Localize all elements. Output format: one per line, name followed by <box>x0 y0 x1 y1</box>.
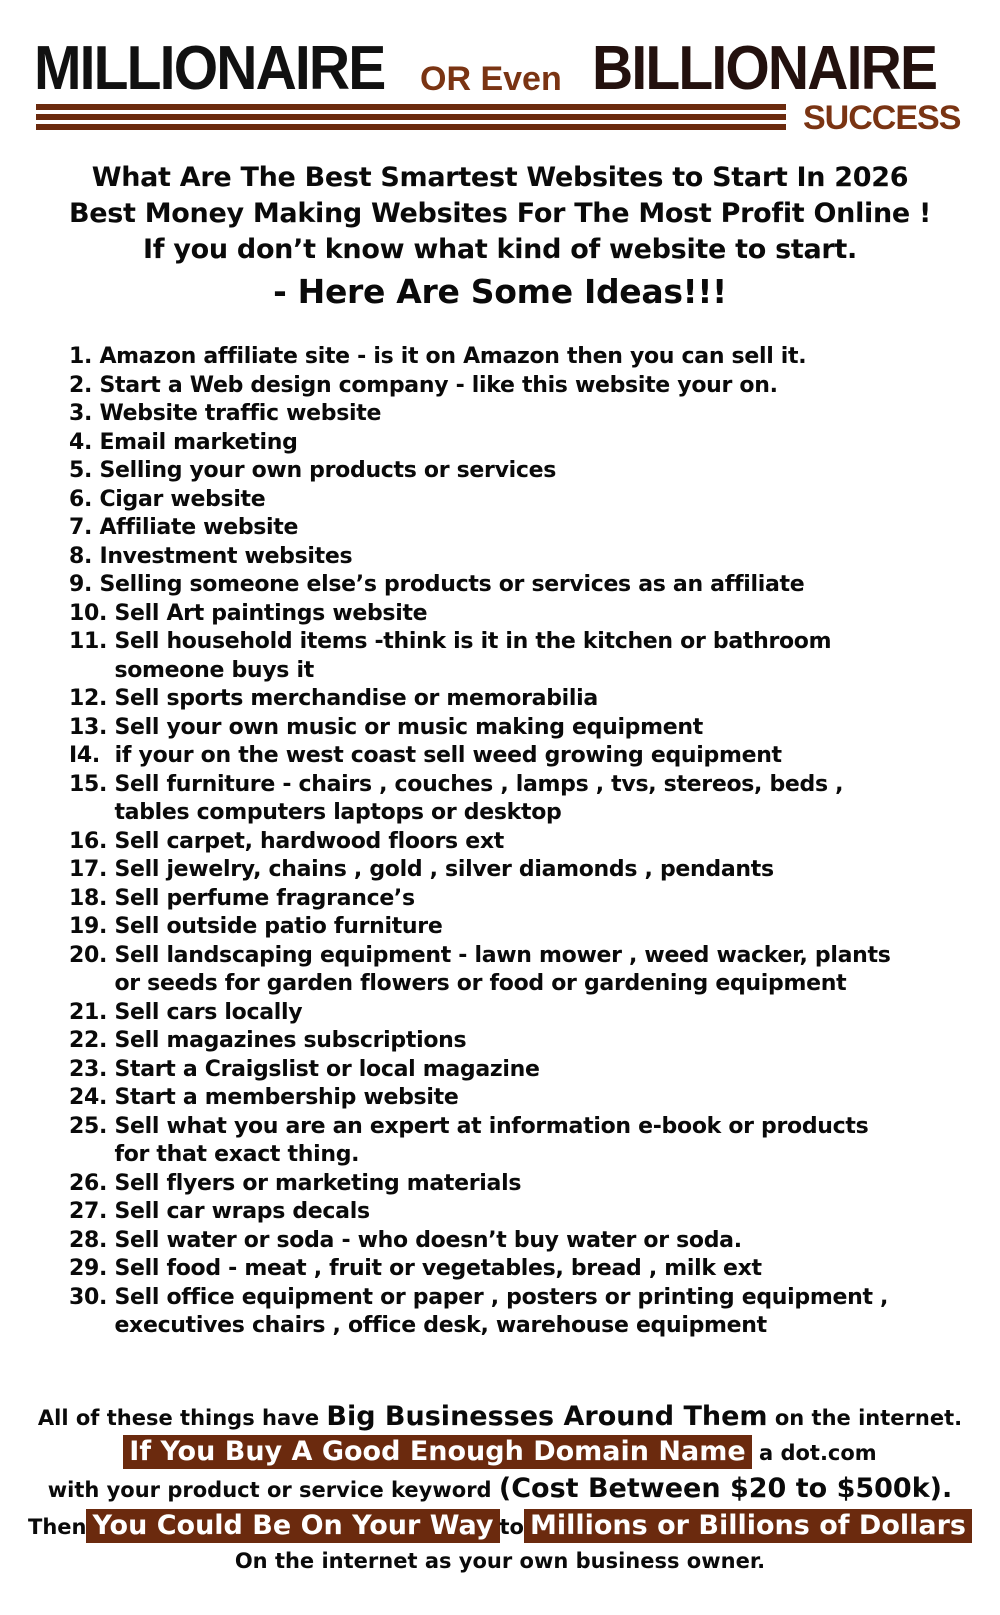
idea-number: 20. <box>69 942 115 968</box>
idea-text-line: Selling your own products or services <box>99 458 557 483</box>
idea-text-line: Sell furniture - chairs , couches , lamps , tvs, stereos, beds , <box>114 771 844 797</box>
idea-list-item <box>69 1113 969 1170</box>
footer-row-2 <box>0 1435 1000 1471</box>
idea-number: 16. <box>69 828 115 854</box>
idea-text-line: Sell food - meat , fruit or vegetables, bread , milk ext <box>114 1256 762 1281</box>
idea-list-item <box>69 856 969 885</box>
idea-text <box>99 543 969 572</box>
idea-number: 12. <box>69 686 115 711</box>
footer-text: to <box>499 1515 524 1539</box>
logo-word-billionaire: BILLIONAIRE <box>592 34 937 103</box>
headline-line-4: - Here Are Some Ideas!!! <box>273 272 727 311</box>
idea-text-line: Sell perfume fragrance’s <box>114 885 415 911</box>
idea-number: 21. <box>69 999 115 1025</box>
idea-list-item <box>69 1056 969 1085</box>
highlight-domain-name: If You Buy A Good Enough Domain Name <box>123 1435 751 1469</box>
idea-text-line: Sell what you are an expert at information e-book or products <box>114 1113 869 1139</box>
idea-text <box>99 400 969 429</box>
idea-text <box>99 514 969 543</box>
idea-text <box>114 685 969 714</box>
idea-text <box>114 1284 969 1341</box>
idea-list-item <box>69 1170 969 1199</box>
idea-text-line: Sell your own music or music making equipment <box>114 714 703 740</box>
idea-list-item <box>69 1027 969 1056</box>
idea-text-line: Sell flyers or marketing materials <box>114 1170 522 1196</box>
idea-text-line: Affiliate website <box>99 515 299 540</box>
idea-text-line: Email marketing <box>99 429 298 455</box>
idea-number: 11. <box>69 629 115 654</box>
idea-list-item <box>69 1198 969 1227</box>
idea-list-item <box>69 543 969 572</box>
idea-text-line: Sell carpet, hardwood floors ext <box>114 828 504 854</box>
logo-tagline: SUCCESS <box>803 99 961 137</box>
idea-text <box>99 429 969 458</box>
idea-number: 4. <box>69 429 100 455</box>
footer-text: with your product or service keyword <box>47 1478 499 1502</box>
idea-number: 1. <box>69 344 100 369</box>
footer-row-3 <box>0 1471 1000 1508</box>
idea-text <box>115 742 969 771</box>
idea-text-continuation: someone buys it <box>114 657 314 683</box>
idea-text <box>114 913 969 942</box>
idea-list-item <box>69 628 969 685</box>
highlight-millions-billions: Millions or Billions of Dollars <box>524 1509 972 1543</box>
idea-list-item <box>69 1227 969 1256</box>
idea-text <box>114 885 969 914</box>
idea-text <box>114 1113 969 1170</box>
idea-text-line: Selling someone else’s products or services as an affiliate <box>99 572 805 597</box>
idea-text <box>114 1170 969 1199</box>
idea-text <box>99 343 969 372</box>
idea-number: 10. <box>69 600 115 626</box>
idea-list-item <box>69 372 969 401</box>
idea-text-line: if your on the west coast sell weed growing equipment <box>114 743 782 768</box>
idea-list-item <box>69 942 969 999</box>
idea-text-line: Start a Web design company - like this website your on. <box>99 372 778 398</box>
decorative-stripe <box>36 104 786 110</box>
idea-text-line: Amazon affiliate site - is it on Amazon then you can sell it. <box>99 344 807 369</box>
highlight-on-your-way: You Could Be On Your Way <box>86 1509 499 1543</box>
brand-header <box>0 0 1000 150</box>
idea-number: 6. <box>69 486 100 512</box>
ideas-list <box>69 343 969 1341</box>
headline-line-3: If you don’t know what kind of website to start. <box>143 234 857 265</box>
idea-list-item <box>69 913 969 942</box>
idea-number: 17. <box>69 857 115 882</box>
idea-text-line: Sell cars locally <box>114 999 303 1025</box>
idea-number: 25. <box>69 1113 115 1139</box>
idea-number: 22. <box>69 1028 115 1053</box>
footer-text: Then <box>28 1515 87 1539</box>
idea-text-line: Sell car wraps decals <box>114 1199 370 1224</box>
idea-number: 18. <box>69 885 115 911</box>
idea-number: 27. <box>69 1199 115 1224</box>
footer-text: a dot.com <box>751 1441 877 1465</box>
idea-list-item <box>69 571 969 600</box>
idea-text <box>114 628 969 685</box>
idea-text <box>99 457 969 486</box>
idea-text-line: Start a Craigslist or local magazine <box>114 1056 540 1082</box>
idea-list-item <box>69 514 969 543</box>
idea-text-line: Website traffic website <box>99 401 382 426</box>
idea-number: 15. <box>69 771 115 797</box>
idea-text <box>114 1084 969 1113</box>
idea-number: 2. <box>69 372 100 398</box>
idea-text <box>99 571 969 600</box>
footer-text: All of these things have <box>37 1406 327 1430</box>
idea-text <box>114 771 969 828</box>
idea-text <box>114 1227 969 1256</box>
idea-number: 13. <box>69 714 115 740</box>
headline-line-2: Best Money Making Websites For The Most Profit Online ! <box>68 198 932 229</box>
idea-text <box>114 600 969 629</box>
footer-row-5: On the internet as your own business owner. <box>234 1549 766 1573</box>
idea-text-line: Sell household items -think is it in the kitchen or bathroom <box>114 629 832 654</box>
idea-text <box>114 1027 969 1056</box>
idea-number: 5. <box>69 458 100 483</box>
idea-text-line: Start a membership website <box>114 1085 459 1110</box>
idea-list-item <box>69 771 969 828</box>
idea-text <box>99 372 969 401</box>
idea-number: 7. <box>69 515 100 540</box>
footer-cost-emphasis: (Cost Between $20 to $500k). <box>498 1473 953 1504</box>
idea-text-line: Sell landscaping equipment - lawn mower , weed wacker, plants <box>114 942 891 968</box>
idea-text <box>114 999 969 1028</box>
idea-text-line: Investment websites <box>99 543 353 569</box>
idea-text <box>114 1198 969 1227</box>
idea-number: 8. <box>69 543 100 569</box>
idea-text-line: Sell Art paintings website <box>114 600 428 626</box>
idea-text-continuation: tables computers laptops or desktop <box>114 800 562 825</box>
idea-number: 30. <box>69 1284 115 1310</box>
headline-line-1: What Are The Best Smartest Websites to Start In 2026 <box>91 162 909 193</box>
idea-text <box>114 856 969 885</box>
idea-list-item <box>69 1084 969 1113</box>
idea-text-continuation: executives chairs , office desk, warehouse equipment <box>114 1313 767 1338</box>
idea-text <box>114 1255 969 1284</box>
idea-number: 19. <box>69 914 115 939</box>
idea-text-continuation: or seeds for garden flowers or food or gardening equipment <box>114 971 847 996</box>
idea-list-item <box>69 429 969 458</box>
logo-connector: OR Even <box>420 60 562 98</box>
footer-text: on the internet. <box>767 1406 963 1430</box>
idea-list-item <box>69 457 969 486</box>
idea-number: 24. <box>69 1085 115 1110</box>
idea-text-line: Sell outside patio furniture <box>114 914 443 939</box>
idea-list-item <box>69 600 969 629</box>
footer-row-1 <box>0 1400 1000 1435</box>
decorative-stripe <box>36 114 786 120</box>
idea-list-item <box>69 685 969 714</box>
idea-text <box>99 486 969 515</box>
footer-row-4 <box>0 1508 1000 1546</box>
idea-text <box>114 714 969 743</box>
idea-list-item <box>69 714 969 743</box>
idea-text-line: Sell jewelry, chains , gold , silver diamonds , pendants <box>114 857 774 882</box>
idea-number: 23. <box>69 1056 115 1082</box>
idea-number: 3. <box>69 401 100 426</box>
idea-list-item <box>69 828 969 857</box>
idea-list-item <box>69 343 969 372</box>
idea-text-line: Sell sports merchandise or memorabilia <box>114 686 598 711</box>
idea-number: 9. <box>69 572 100 597</box>
idea-text <box>114 828 969 857</box>
idea-list-item <box>69 999 969 1028</box>
idea-text-line: Sell magazines subscriptions <box>114 1028 467 1053</box>
idea-number: 28. <box>69 1227 115 1253</box>
idea-number: 29. <box>69 1256 115 1281</box>
idea-text-line: Cigar website <box>99 486 266 512</box>
idea-text-continuation: for that exact thing. <box>114 1142 360 1167</box>
idea-list-item <box>69 1255 969 1284</box>
idea-text <box>114 1056 969 1085</box>
logo-word-millionaire: MILLIONAIRE <box>34 34 385 103</box>
idea-list-item <box>69 742 969 771</box>
idea-list-item <box>69 486 969 515</box>
decorative-stripe <box>36 124 786 130</box>
idea-list-item <box>69 885 969 914</box>
idea-number: I4. <box>69 743 115 768</box>
footer-emphasis: Big Businesses Around Them <box>326 1401 768 1432</box>
idea-text-line: Sell water or soda - who doesn’t buy water or soda. <box>114 1227 742 1253</box>
idea-text <box>114 942 969 999</box>
intro-headline <box>0 160 1000 314</box>
idea-list-item <box>69 400 969 429</box>
idea-number: 26. <box>69 1170 115 1196</box>
idea-list-item <box>69 1284 969 1341</box>
footer-callout <box>0 1400 1000 1576</box>
idea-text-line: Sell office equipment or paper , posters or printing equipment , <box>114 1284 889 1310</box>
